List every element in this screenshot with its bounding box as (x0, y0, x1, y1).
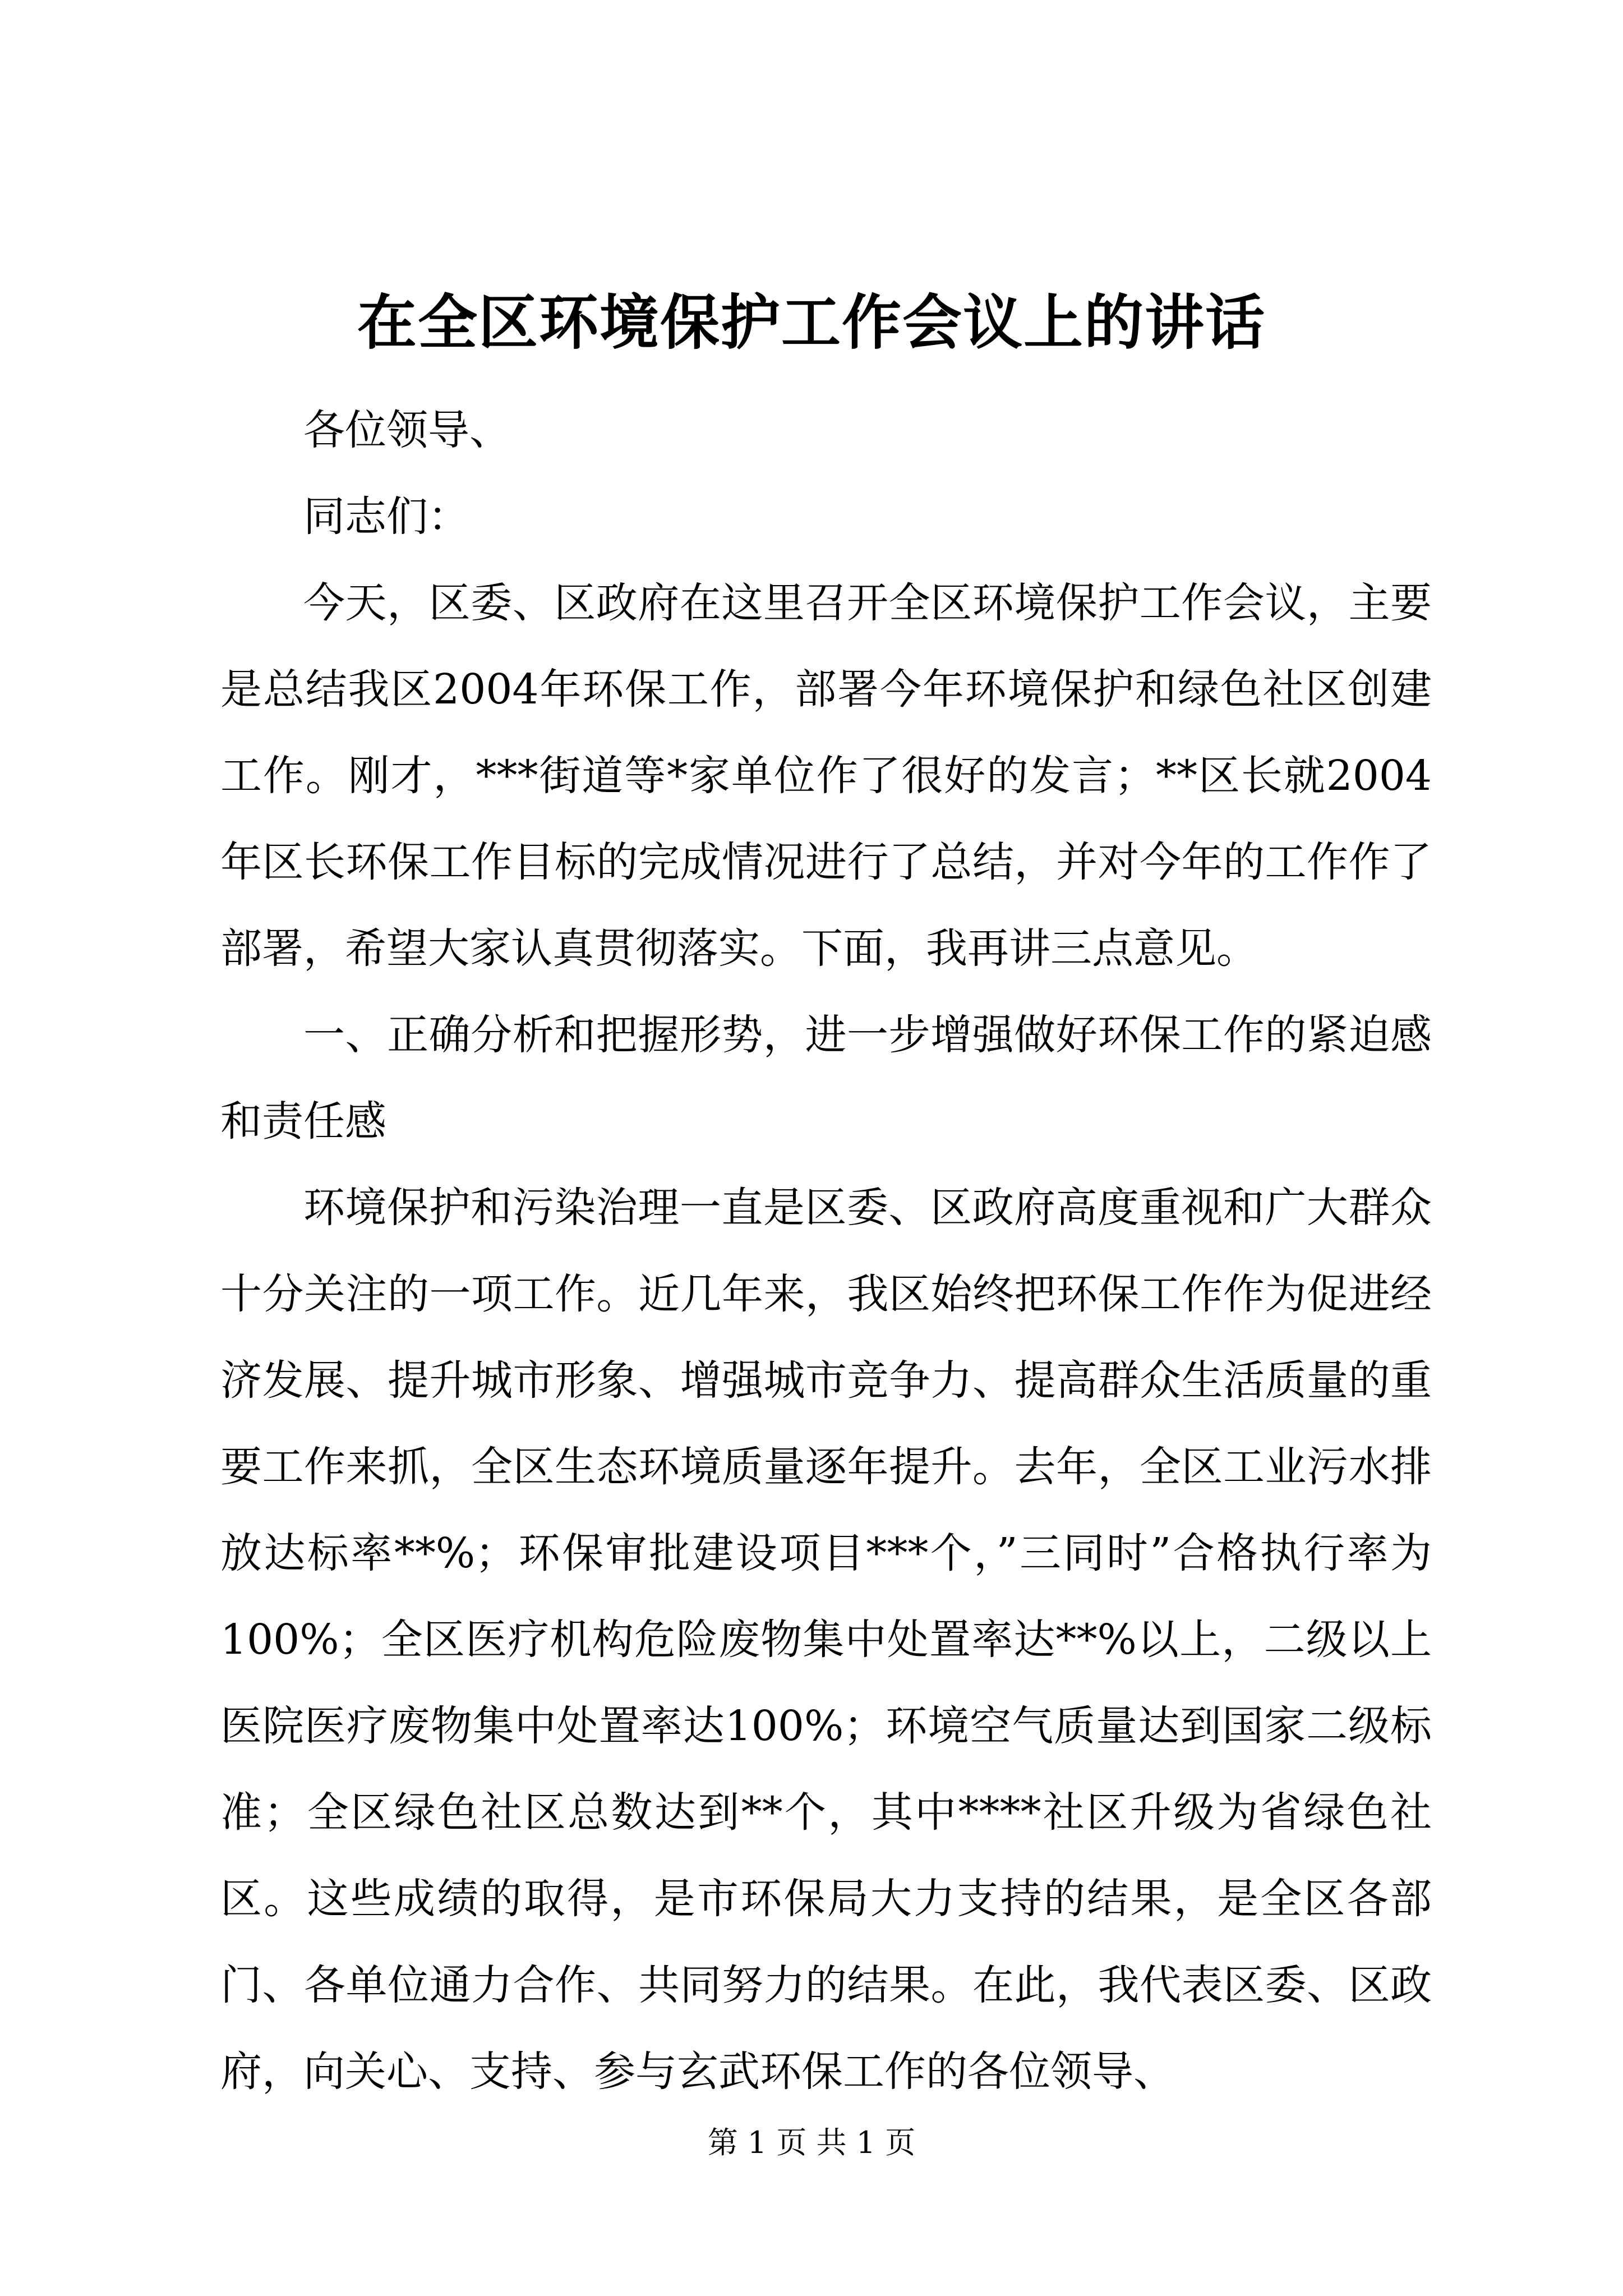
document-title: 在全区环境保护工作会议上的讲话 (357, 287, 1266, 357)
salutation-leaders: 各位领导、 (303, 406, 511, 454)
paragraph-achievements: 环境保护和污染治理一直是区委、区政府高度重视和广大群众十分关注的一项工作。近几年来，我区始终把环保工作作为促进经济发展、提升城市形象、增强城市竞争力、提高群众生活质量的重要工作来抓，全区生态环境质量逐年提升。去年，全区工业污水排放达标率**%；环保审批建设项目***个，”三同时”合格执行率为100%；全区医疗机构危险废物集中处置率达**%以上，二级以上医院医疗废物集中处置率达100%；环境空气质量达到国家二级标准；全区绿色社区总数达到**个，其中****社区升级为省绿色社区。这些成绩的取得，是市环保局大力支持的结果，是全区各部门、各单位通力合作、共同努力的结果。在此，我代表区委、区政府，向关心、支持、参与玄武环保工作的各位领导、 (220, 1184, 1432, 2096)
paragraph-intro: 今天，区委、区政府在这里召开全区环境保护工作会议，主要是总结我区2004年环保工作，部署今年环境保护和绿色社区创建工作。刚才，***街道等*家单位作了很好的发言；**区长就2004年区长环保工作目标的完成情况进行了总结，并对今年的工作作了部署，希望大家认真贯彻落实。下面，我再讲三点意见。 (220, 579, 1432, 973)
document-body (220, 387, 1432, 2115)
section-heading-1: 一、正确分析和把握形势，进一步增强做好环保工作的紧迫感和责任感 (220, 1011, 1432, 1145)
salutation-comrades: 同志们： (303, 493, 469, 541)
page-number-footer: 第 1 页 共 1 页 (707, 2125, 916, 2160)
